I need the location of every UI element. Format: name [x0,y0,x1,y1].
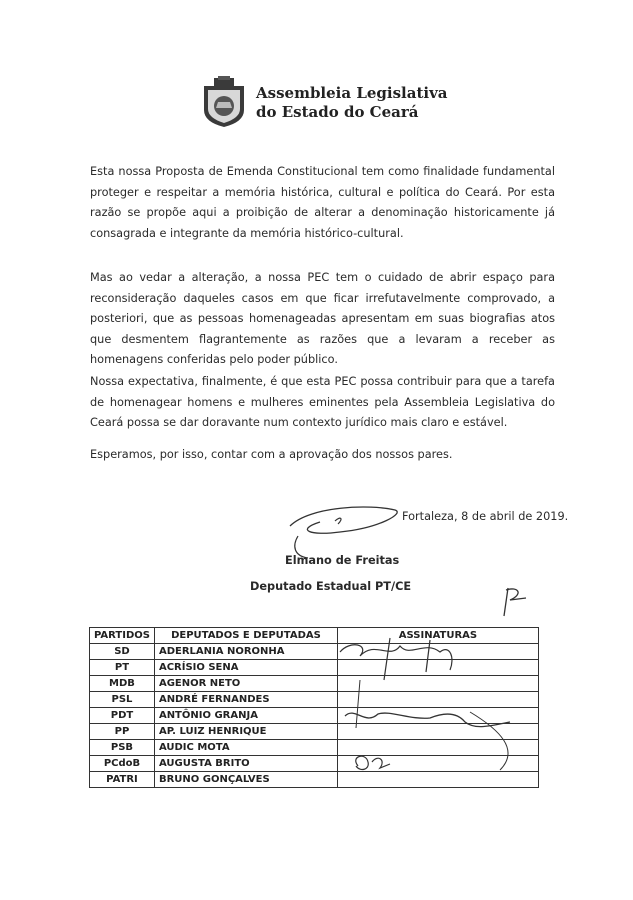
table-handwritten-signatures [330,630,530,790]
deputy-cell: ANTÔNIO GRANJA [154,708,337,724]
party-cell: PDT [90,708,155,724]
margin-initials-mark [496,584,536,620]
date-line: Fortaleza, 8 de abril de 2019. [402,510,569,523]
deputy-cell: ACRÍSIO SENA [154,660,337,676]
org-name-line2: do Estado do Ceará [256,103,419,121]
deputy-cell: ADERLANIA NORONHA [154,644,337,660]
deputy-cell: AGENOR NETO [154,676,337,692]
party-cell: PCdoB [90,756,155,772]
paragraph-4: Esperamos, por isso, contar com a aprovação dos nossos pares. [90,448,453,461]
deputy-cell: ANDRÉ FERNANDES [154,692,337,708]
deputy-cell: BRUNO GONÇALVES [154,772,337,788]
letterhead [200,76,460,132]
party-cell: PT [90,660,155,676]
header-parties: PARTIDOS [90,628,155,644]
header-signatures: ASSINATURAS [337,628,538,644]
party-cell: PSB [90,740,155,756]
party-cell: PP [90,724,155,740]
header-deputies: DEPUTADOS E DEPUTADAS [154,628,337,644]
paragraph-1: Esta nossa Proposta de Emenda Constitucional tem como finalidade fundamental proteger e respeitar a memória histórica, cultural e política do Ceará. Por esta razão se propõe aqui a proibição de alterar a denominação historicamente já consagrada e integrante da memória histórico-cultural. [90,165,555,240]
party-cell: MDB [90,676,155,692]
deputy-cell: AUDIC MOTA [154,740,337,756]
party-cell: PSL [90,692,155,708]
paragraph-2: Mas ao vedar a alteração, a nossa PEC tem o cuidado de abrir espaço para reconsideração daqueles casos em que ficar irrefutavelmente comprovado, a posteriori, que as pessoas homenageadas apresentam em suas biografias atos que desmentem flagrantemente as razões que a levaram a receber as homenagens conferidas pelo poder público. [90,271,555,366]
party-cell: SD [90,644,155,660]
signatory-role: Deputado Estadual PT/CE [250,580,412,593]
party-cell: PATRI [90,772,155,788]
org-name-line1: Assembleia Legislativa [256,84,448,102]
paragraph-3: Nossa expectativa, finalmente, é que esta PEC possa contribuir para que a tarefa de homenagear homens e mulheres eminentes pela Assembleia Legislativa do Ceará possa se dar doravante num contexto jurídico mais claro e estável. [90,375,555,429]
deputy-cell: AP. LUIZ HENRIQUE [154,724,337,740]
signatory-name: Elmano de Freitas [285,554,400,567]
state-seal-icon [200,76,248,128]
organization-name [256,84,448,122]
deputy-cell: AUGUSTA BRITO [154,756,337,772]
